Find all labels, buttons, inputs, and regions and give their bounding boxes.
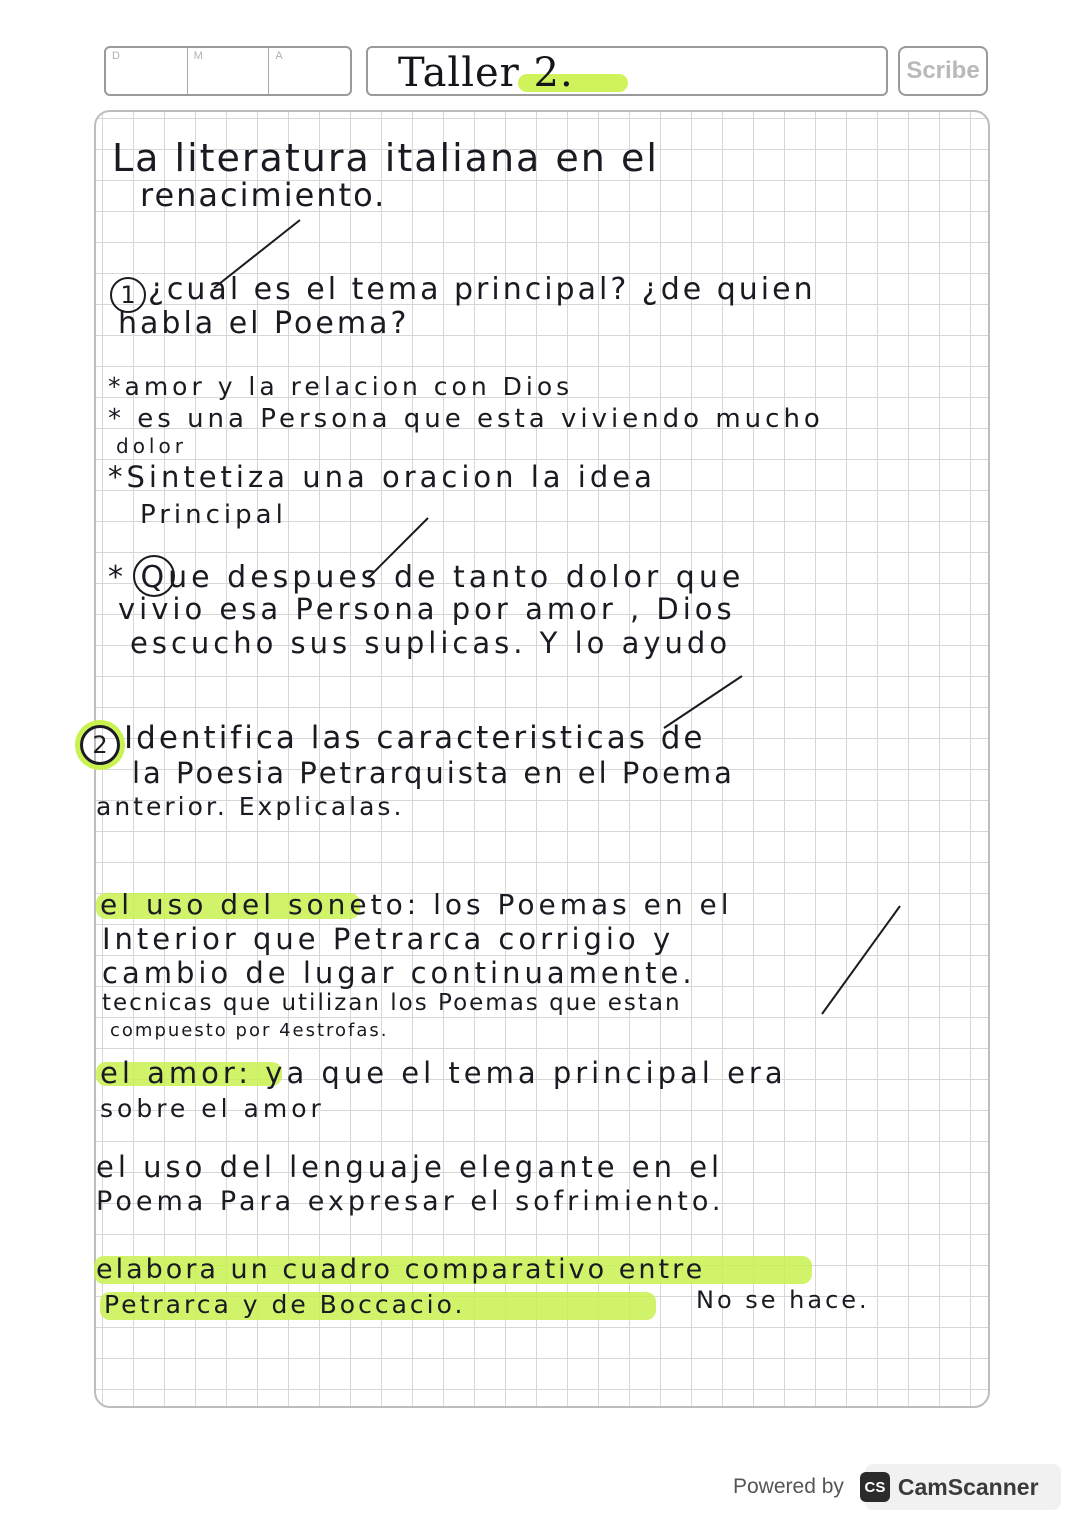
answer-2-line6: el amor: ya que el tema principal era xyxy=(100,1056,787,1090)
answer-2-line9: Poema Para expresar el sofrimiento. xyxy=(96,1186,725,1217)
date-label-month: M xyxy=(193,50,203,62)
pen-stroke-2 xyxy=(368,518,428,578)
question-1-line1: ¿cual es el tema principal? ¿de quien xyxy=(148,272,816,307)
answer-2-line8: el uso del lenguaje elegante en el xyxy=(96,1150,724,1184)
heading-line2: renacimiento. xyxy=(140,176,387,214)
answer-1-line2: * es una Persona que esta viviendo mucho xyxy=(108,404,824,434)
question-2-number: 2 xyxy=(80,725,120,765)
date-label-year: A xyxy=(275,50,283,62)
pen-circle xyxy=(134,556,174,596)
answer-2-line1: el uso del soneto: los Poemas en el xyxy=(100,888,733,921)
pen-stroke-4 xyxy=(822,906,900,1014)
answer-1-line7: vivio esa Persona por amor , Dios xyxy=(118,592,736,626)
answer-1-line5: Principal xyxy=(140,500,287,530)
answer-2-line2: Interior que Petrarca corrigio y xyxy=(102,922,675,956)
answer-2-line4: tecnicas que utilizan los Poemas que estan xyxy=(102,990,682,1016)
question-2-line3: anterior. Explicalas. xyxy=(96,792,405,821)
camscanner-brand: CamScanner xyxy=(897,1473,1039,1500)
answer-1-line4: *Sintetiza una oracion la idea xyxy=(108,460,656,494)
scribe-logo: Scribe xyxy=(898,46,988,96)
camscanner-footer xyxy=(733,1465,1039,1509)
task-line1: elabora un cuadro comparativo entre xyxy=(96,1254,706,1285)
answer-1-line6: * Que despues de tanto dolor que xyxy=(108,560,745,595)
answer-2-line7: sobre el amor xyxy=(100,1094,325,1123)
heading-line1: La literatura italiana en el xyxy=(112,136,659,180)
pen-stroke-3 xyxy=(664,676,742,728)
answer-1-line8: escucho sus suplicas. Y lo ayudo xyxy=(130,626,732,660)
pen-stroke-1 xyxy=(214,220,300,288)
page-title: Taller 2. xyxy=(398,50,574,96)
answer-2-line5: compuesto por 4estrofas. xyxy=(110,1020,389,1041)
question-2-line2: la Poesia Petrarquista en el Poema xyxy=(132,756,735,790)
date-label-day: D xyxy=(112,50,120,62)
answer-1-line1: *amor y la relacion con Dios xyxy=(108,372,574,401)
camscanner-icon: CS xyxy=(860,1472,890,1502)
task-line2: Petrarca y de Boccacio. xyxy=(104,1290,466,1319)
task-note: No se hace. xyxy=(696,1286,870,1314)
answer-2-line3: cambio de lugar continuamente. xyxy=(102,956,696,990)
question-1-number: 1 xyxy=(110,277,146,313)
question-2-line1: Identifica las caracteristicas de xyxy=(124,720,706,756)
answer-1-line3: dolor xyxy=(116,434,187,458)
question-1-line2: habla el Poema? xyxy=(118,306,410,341)
powered-by-text: Powered by xyxy=(733,1475,844,1498)
